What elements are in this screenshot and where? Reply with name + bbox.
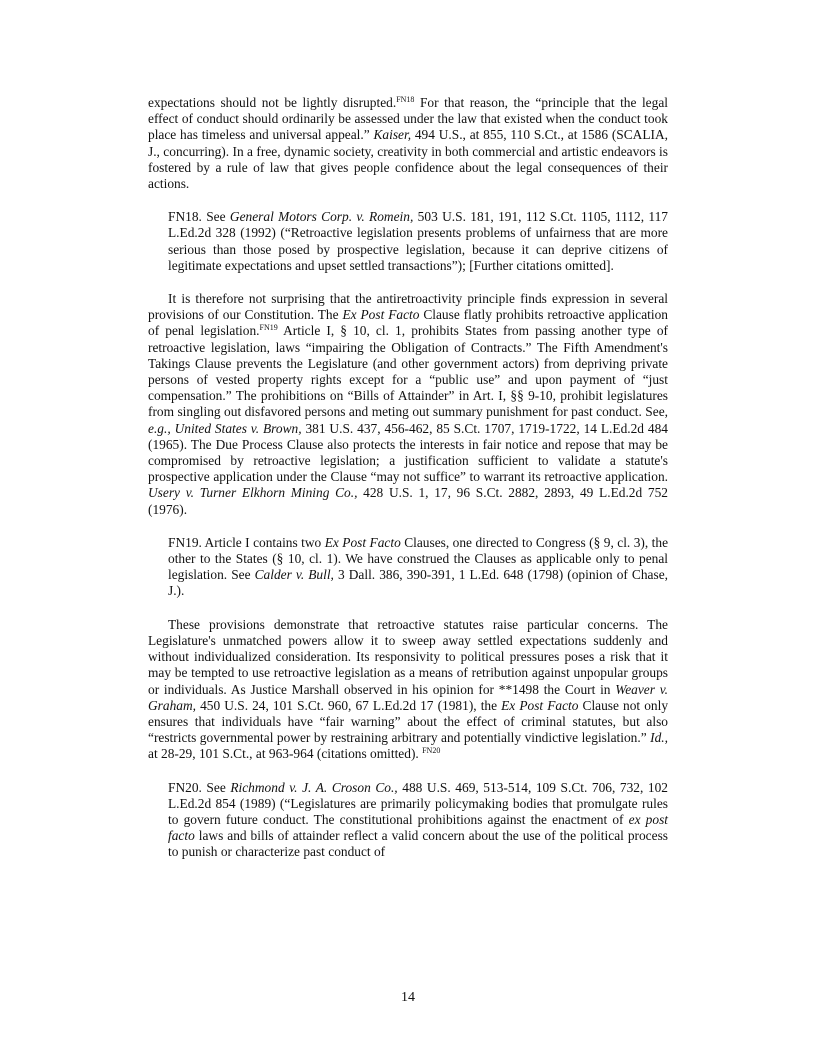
footnote-ref: FN18: [396, 95, 415, 104]
document-body: [148, 95, 668, 878]
case-citation: Kaiser,: [373, 127, 412, 143]
body-paragraph: [148, 617, 668, 763]
text-run: These provisions demonstrate that retroactive statutes raise particular concerns. The Legislature's unmatched powers allow it to sweep away settled expectations suddenly and without individualized consideration. Its responsivity to political pressures poses a risk that it may be tempted to use retroactive legislation as a means of retribution against unpopular groups or individuals. As Justice Marshall observed in his opinion for **1498 the Court in: [148, 616, 668, 697]
case-citation: ex post facto: [168, 811, 669, 844]
footnote: [168, 535, 668, 600]
text-run: 494 U.S., at 855, 110 S.Ct., at 1586 (SCALIA, J., concurring). In a free, dynamic society, creativity in both commercial and artistic endeavors is fostered by a rule of law that gives people confidence about the legal consequences of their actions.: [148, 127, 668, 192]
footnote-ref: FN19: [259, 323, 278, 333]
case-citation: e.g., United States v. Brown,: [148, 420, 302, 436]
text-run: For that reason, the “principle that the legal effect of conduct should ordinarily be assessed under the law that existed when the conduct took place has timeless and universal appeal.”: [148, 95, 668, 143]
text-run: at 28-29, 101 S.Ct., at 963-964 (citations omitted).: [148, 746, 423, 762]
text-run: 428 U.S. 1, 17, 96 S.Ct. 2882, 2893, 49 L.Ed.2d 752 (1976).: [148, 485, 668, 517]
case-citation: Usery v. Turner Elkhorn Mining Co.,: [148, 485, 358, 501]
case-citation: Richmond v. J. A. Croson Co.,: [230, 779, 398, 795]
footnote: [168, 209, 668, 274]
case-citation: Id.,: [650, 730, 668, 746]
text-run: 488 U.S. 469, 513-514, 109 S.Ct. 706, 732, 102 L.Ed.2d 854 (1989) (“Legislatures are primarily policymaking bodies that promulgate rules to govern future conduct. The constitutional prohibitions against the enactment of: [168, 779, 669, 827]
case-citation: Ex Post Facto: [501, 697, 579, 713]
case-citation: Ex Post Facto: [324, 534, 401, 550]
text-run: 503 U.S. 181, 191, 112 S.Ct. 1105, 1112, 117 L.Ed.2d 328 (1992) (“Retroactive legislation presents problems of unfairness that are more serious than those posed by prospective legislation, because it can deprive citizens of legitimate expectations and upset settled transactions”); [Further citations omitted].: [168, 209, 669, 273]
text-run: 450 U.S. 24, 101 S.Ct. 960, 67 L.Ed.2d 17 (1981), the: [196, 697, 502, 713]
text-run: FN18. See: [168, 209, 230, 225]
text-run: laws and bills of attainder reflect a valid concern about the use of the political process to punish or characterize past conduct of: [168, 828, 668, 860]
text-run: Clause flatly prohibits retroactive application of penal legislation.: [148, 307, 669, 339]
case-citation: Ex Post Facto: [342, 307, 420, 323]
text-run: Clause not only ensures that individuals have “fair warning” about the effect of criminal statutes, but also “restricts governmental power by restraining arbitrary and potentially vindictive legislation.”: [148, 697, 669, 746]
text-run: 381 U.S. 437, 456-462, 85 S.Ct. 1707, 1719-1722, 14 L.Ed.2d 484 (1965). The Due Process Clause also protects the interests in fair notice and repose that may be compromised by retroactive legislation; a justification sufficient to validate a statute's prospective application under the Clause “may not suffice” to warrant its retroactive application.: [148, 420, 668, 485]
body-paragraph: [148, 95, 668, 192]
case-citation: Calder v. Bull,: [254, 567, 334, 583]
page-number: 14: [401, 990, 415, 1005]
text-run: FN20. See: [168, 779, 231, 795]
case-citation: Weaver v. Graham,: [148, 681, 668, 713]
body-paragraph: [148, 291, 668, 518]
case-citation: General Motors Corp. v. Romein,: [229, 209, 414, 225]
text-run: expectations should not be lightly disrupted.: [148, 95, 397, 110]
footnote-ref: FN20: [422, 746, 441, 756]
text-run: It is therefore not surprising that the antiretroactivity principle finds expression in several provisions of our Constitution. The: [148, 291, 668, 323]
text-run: Article I, § 10, cl. 1, prohibits States from passing another type of retroactive legislation, laws “impairing the Obligation of Contracts.” The Fifth Amendment's Takings Clause prevents the Legislature (and other government actors) from depriving private persons of vested property rights except for a “public use” and upon payment of “just compensation.” The prohibitions on “Bills of Attainder” in Art. I, §§ 9-10, prohibit legislatures from singling out disfavored persons and meting out summary punishment for past conduct. See,: [148, 323, 668, 420]
text-run: 3 Dall. 386, 390-391, 1 L.Ed. 648 (1798) (opinion of Chase, J.).: [168, 567, 668, 599]
text-run: Clauses, one directed to Congress (§ 9, cl. 3), the other to the States (§ 10, cl. 1). We have construed the Clauses as applicable only to penal legislation. See: [168, 534, 669, 583]
footnote: [168, 780, 668, 861]
text-run: FN19. Article I contains two: [168, 534, 325, 550]
